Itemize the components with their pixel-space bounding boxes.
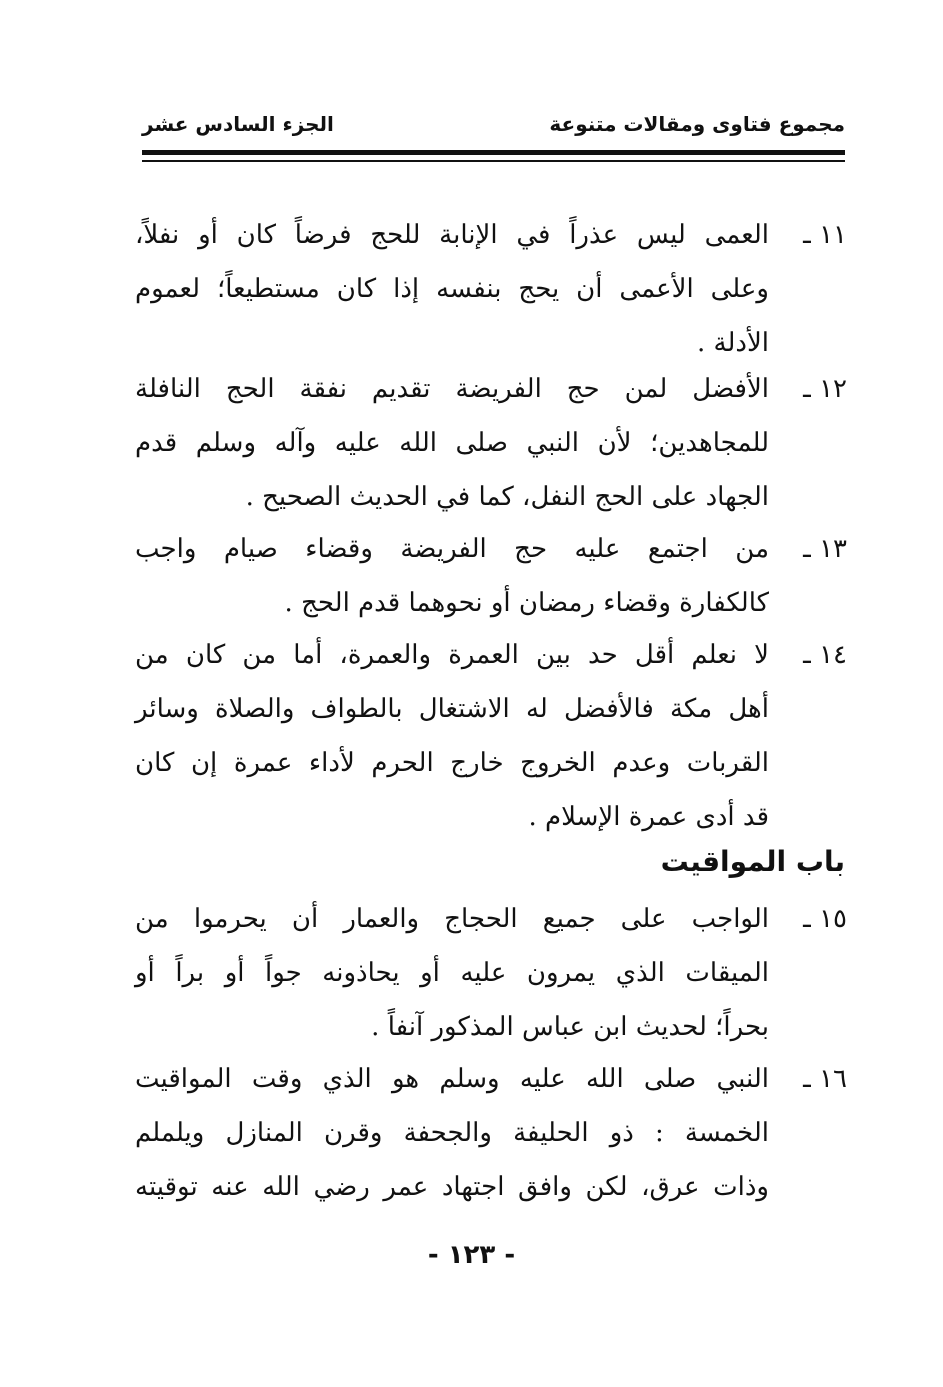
item-line: وعلى الأعمى أن يحج بنفسه إذا كان مستطيعاً؛ لعموم	[135, 274, 769, 304]
item-line: وذات عرق، لكن وافق اجتهاد عمر رضي الله عنه توقيته	[135, 1172, 769, 1202]
running-header	[142, 112, 845, 144]
item-line: الخمسة : ذو الحليفة والجحفة وقرن المنازل ويلملم	[135, 1118, 769, 1148]
item-line: الأفضل لمن حج الفريضة تقديم نفقة الحج النافلة	[135, 374, 769, 404]
item-line: أهل مكة فالأفضل له الاشتغال بالطواف والصلاة وسائر	[135, 694, 769, 724]
item-line: النبي صلى الله عليه وسلم هو الذي وقت المواقيت	[135, 1064, 769, 1094]
item-line: الجهاد على الحج النفل، كما في الحديث الصحيح .	[245, 482, 769, 512]
item-number: ١١ ـ	[803, 220, 847, 250]
item-number: ١٢ ـ	[803, 374, 847, 404]
item-line: القربات وعدم الخروج خارج الحرم لأداء عمرة إن كان	[135, 748, 769, 778]
item-line: من اجتمع عليه حج الفريضة وقضاء صيام واجب	[135, 534, 769, 564]
item-line: بحراً؛ لحديث ابن عباس المذكور آنفاً .	[371, 1012, 769, 1042]
item-number: ١٥ ـ	[803, 904, 847, 934]
header-rule-thin	[142, 160, 845, 162]
item-line: قد أدى عمرة الإسلام .	[528, 802, 769, 832]
book-title: مجموع فتاوى ومقالات متنوعة	[549, 112, 845, 136]
item-line: كالكفارة وقضاء رمضان أو نحوهما قدم الحج .	[284, 588, 769, 618]
item-line: العمى ليس عذراً في الإنابة للحج فرضاً كان أو نفلاً،	[135, 220, 769, 250]
item-line: الميقات الذي يمرون عليه أو يحاذونه جواً أو براً أو	[135, 958, 769, 988]
item-line: الأدلة .	[696, 328, 769, 358]
volume-label: الجزء السادس عشر	[142, 112, 334, 136]
item-line: الواجب على جميع الحجاج والعمار أن يحرموا من	[135, 904, 769, 934]
item-number: ١٣ ـ	[803, 534, 847, 564]
page-number: - ١٢٣ -	[427, 1240, 516, 1270]
section-heading: باب المواقيت	[660, 845, 845, 878]
header-rule-thick	[142, 150, 845, 155]
item-line: لا نعلم أقل حد بين العمرة والعمرة، أما من كان من	[135, 640, 769, 670]
item-number: ١٤ ـ	[803, 640, 847, 670]
item-line: للمجاهدين؛ لأن النبي صلى الله عليه وآله وسلم قدم	[135, 428, 769, 458]
item-number: ١٦ ـ	[803, 1064, 847, 1094]
